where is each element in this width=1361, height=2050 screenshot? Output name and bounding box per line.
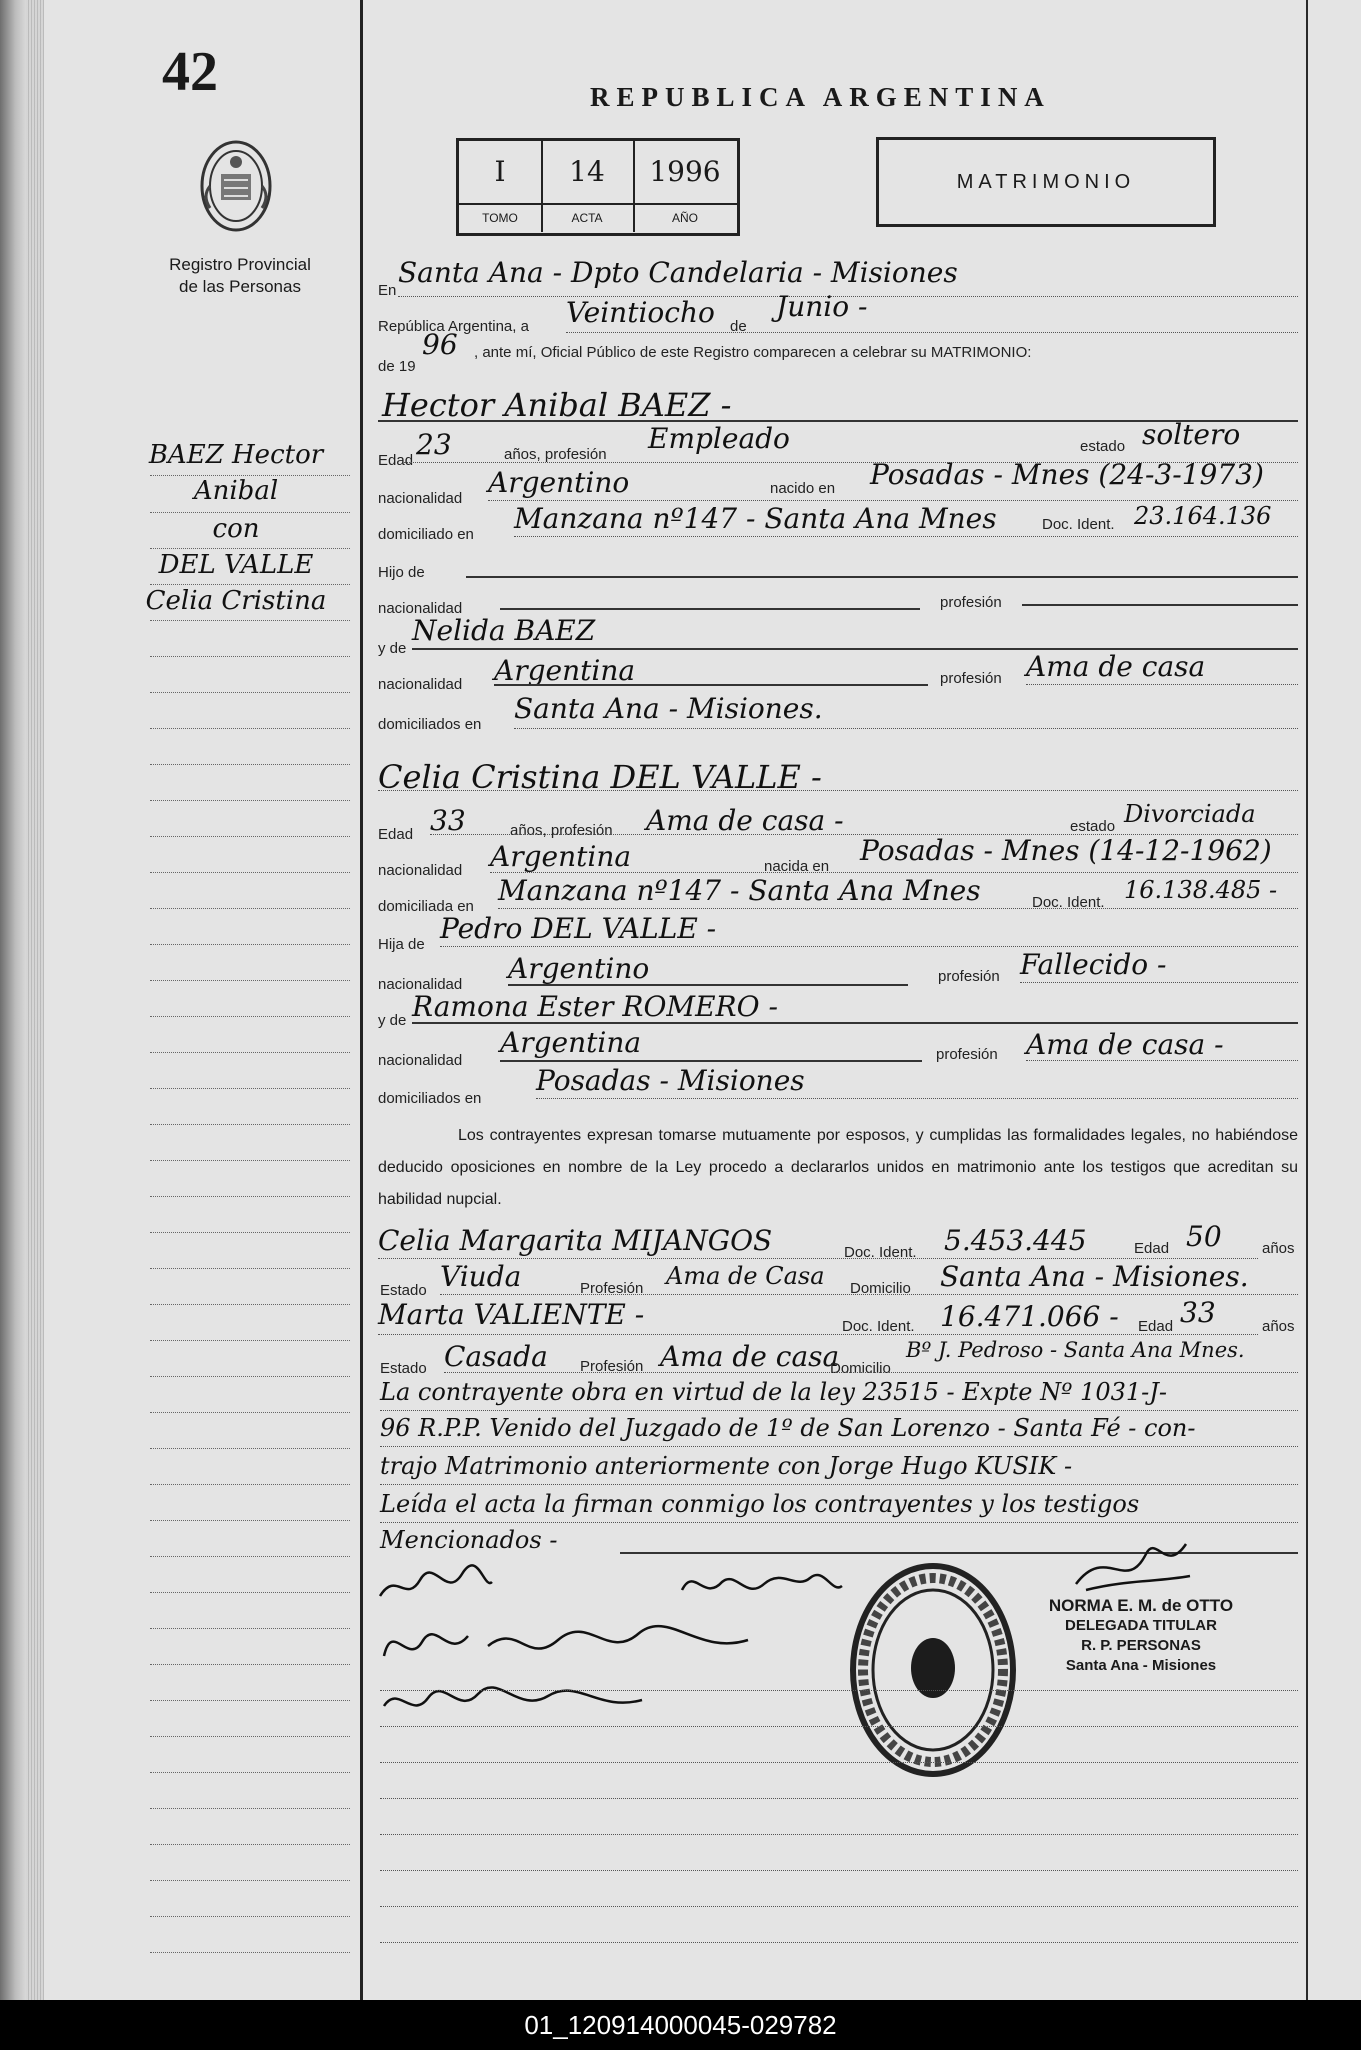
margin-rule: [150, 800, 350, 801]
place: Santa Ana - Dpto Candelaria - Misiones: [398, 256, 958, 289]
margin-note: Anibal: [193, 476, 279, 506]
margin-rule: [150, 1880, 350, 1881]
margin-rule: [150, 944, 350, 945]
bride-civil-status: Divorciada: [1124, 800, 1256, 828]
groom-parents-address: Santa Ana - Misiones.: [514, 692, 823, 725]
official-title: DELEGADA TITULAR: [1065, 1617, 1217, 1634]
ruled-line: [380, 1798, 1298, 1799]
label-nacionalidad: nacionalidad: [378, 600, 463, 617]
label-estado: Estado: [380, 1282, 427, 1299]
label-nacionalidad: nacionalidad: [378, 976, 463, 993]
official-location: Santa Ana - Misiones: [1065, 1657, 1217, 1674]
struck-line: [466, 576, 1298, 578]
label-edad: Edad: [378, 826, 414, 843]
margin-rule: [150, 1232, 350, 1233]
margin-rule: [150, 584, 350, 585]
margin-rule: [150, 1736, 350, 1737]
label-de19: de 19: [378, 358, 416, 375]
label-anios: años: [1262, 1318, 1295, 1335]
margin-rule: [150, 728, 350, 729]
margin-rule: [150, 1376, 350, 1377]
label-doc: Doc. Ident.: [1042, 516, 1115, 533]
bride-mother: Ramona Ester ROMERO -: [412, 990, 778, 1023]
fill-line: [380, 1446, 1298, 1447]
acta-label: ACTA: [541, 203, 635, 232]
witness1-civil-status: Viuda: [440, 1260, 522, 1293]
label-domiciliado: domiciliado en: [378, 526, 474, 543]
margin-rule: [150, 1412, 350, 1413]
bride-age: 33: [430, 804, 466, 837]
label-comparecen: , ante mí, Oficial Público de este Registro comparecen a celebrar su MATRIMONIO:: [474, 344, 1032, 361]
groom-mother-nationality: Argentina: [494, 654, 636, 687]
witness1-age: 50: [1186, 1220, 1222, 1253]
ruled-line: [380, 1942, 1298, 1943]
right-border: [1306, 0, 1308, 2000]
label-anios: años: [1262, 1240, 1295, 1257]
margin-rule: [150, 1268, 350, 1269]
margin-rule: [150, 656, 350, 657]
margin-rule: [150, 692, 350, 693]
acta-value: 14: [541, 141, 635, 203]
bride-parents-address: Posadas - Misiones: [536, 1064, 805, 1097]
groom-name: Hector Anibal BAEZ -: [382, 386, 732, 424]
ruled-line: [380, 1870, 1298, 1871]
margin-rule: [150, 1592, 350, 1593]
fill-line: [378, 1258, 1258, 1259]
bride-name: Celia Cristina DEL VALLE -: [378, 758, 822, 796]
label-profesion: profesión: [936, 1046, 998, 1063]
label-anios-profesion: años, profesión: [510, 822, 613, 839]
month: Junio -: [776, 290, 868, 323]
book-spine: [0, 0, 26, 2000]
label-nacido-en: nacido en: [770, 480, 836, 497]
fill-line: [440, 946, 1298, 947]
margin-rule: [150, 1664, 350, 1665]
witness2-age: 33: [1180, 1296, 1216, 1329]
groom-mother-profession: Ama de casa: [1026, 650, 1206, 683]
label-nacionalidad: nacionalidad: [378, 1052, 463, 1069]
provincial-crest-icon: [196, 136, 276, 236]
witness1-profession: Ama de Casa: [666, 1262, 825, 1290]
margin-rule: [150, 764, 350, 765]
note-line: Mencionados -: [380, 1526, 558, 1554]
groom-mother: Nelida BAEZ: [412, 614, 596, 647]
registry-line: de las Personas: [179, 277, 301, 296]
country-heading: REPUBLICA ARGENTINA: [590, 82, 1051, 112]
label-profesion: Profesión: [580, 1280, 644, 1297]
label-y-de: y de: [378, 640, 407, 657]
fill-line: [1026, 1060, 1298, 1061]
label-estado: estado: [1080, 438, 1126, 455]
witness1-address: Santa Ana - Misiones.: [940, 1260, 1249, 1293]
ruled-line: [380, 1690, 1298, 1691]
label-doc: Doc. Ident.: [842, 1318, 915, 1335]
fill-line: [440, 1294, 1298, 1295]
signature-witness2: [378, 1676, 648, 1726]
name-underline: [378, 790, 1298, 791]
margin-rule: [150, 1556, 350, 1557]
official-stamp: [1016, 1596, 1266, 1676]
label-edad: Edad: [1134, 1240, 1170, 1257]
fill-line: [514, 728, 1298, 729]
witness1-document: 5.453.445: [944, 1224, 1087, 1257]
fill-line: [566, 332, 1298, 333]
day: Veintiocho: [566, 296, 715, 329]
margin-rule: [150, 1700, 350, 1701]
margin-note: con: [212, 514, 260, 544]
margin-rule: [150, 836, 350, 837]
witness2-profession: Ama de casa: [660, 1340, 840, 1373]
signature-bride: [676, 1560, 846, 1610]
margin-rule: [150, 1772, 350, 1773]
ruled-line: [380, 1726, 1298, 1727]
label-domicilio: Domicilio: [830, 1360, 891, 1377]
groom-age: 23: [416, 428, 452, 461]
label-domicilio: Domicilio: [850, 1280, 911, 1297]
ruled-line: [380, 1834, 1298, 1835]
bride-mother-profession: Ama de casa -: [1026, 1028, 1224, 1061]
fill-line: [412, 1022, 1298, 1024]
record-type-box: MATRIMONIO: [876, 137, 1216, 227]
bride-nationality: Argentina: [490, 840, 632, 873]
label-de: de: [730, 318, 747, 335]
fill-line: [490, 872, 1298, 873]
margin-rule: [150, 620, 350, 621]
margin-note: DEL VALLE: [158, 550, 314, 580]
label-domiciliados: domiciliados en: [378, 1090, 482, 1107]
registry-name: [140, 254, 340, 298]
margin-rule: [150, 1340, 350, 1341]
groom-nationality: Argentino: [488, 466, 630, 499]
signature-witness1: [378, 1616, 758, 1676]
anio-value: 1996: [649, 155, 721, 188]
margin-rule: [150, 512, 350, 513]
fill-line: [380, 1522, 1298, 1523]
bride-father: Pedro DEL VALLE -: [440, 912, 717, 945]
margin-note: Celia Cristina: [145, 586, 327, 616]
fill-line: [378, 1334, 1258, 1335]
groom-document: 23.164.136: [1134, 502, 1272, 530]
ruled-line: [380, 1762, 1298, 1763]
note-line: La contrayente obra en virtud de la ley 23515 - Expte Nº 1031-J-: [380, 1378, 1167, 1406]
bride-birthplace: Posadas - Mnes (14-12-1962): [860, 834, 1272, 867]
label-nacionalidad: nacionalidad: [378, 862, 463, 879]
label-republica: República Argentina, a: [378, 318, 529, 335]
groom-birthplace: Posadas - Mnes (24-3-1973): [870, 458, 1264, 491]
label-profesion: profesión: [940, 670, 1002, 687]
bride-father-profession: Fallecido -: [1020, 948, 1167, 981]
fill-line: [380, 1410, 1298, 1411]
margin-rule: [150, 980, 350, 981]
witness2-address: Bº J. Pedroso - Santa Ana Mnes.: [906, 1338, 1245, 1362]
scan-identifier: 01_120914000045-029782: [0, 2000, 1361, 2050]
margin-rule: [150, 548, 350, 549]
fill-line: [488, 500, 1298, 501]
groom-civil-status: soltero: [1142, 418, 1241, 451]
registry-line: Registro Provincial: [169, 255, 311, 274]
fill-line: [494, 684, 928, 686]
bride-address: Manzana nº147 - Santa Ana Mnes: [498, 874, 981, 907]
fill-line: [500, 1060, 922, 1062]
tomo-value: I: [459, 141, 543, 203]
bride-profession: Ama de casa -: [646, 804, 844, 837]
signature-groom: [376, 1560, 496, 1610]
label-nacionalidad: nacionalidad: [378, 490, 463, 507]
label-estado: Estado: [380, 1360, 427, 1377]
margin-note: BAEZ Hector: [148, 440, 324, 470]
fill-line: [498, 908, 1298, 909]
margin-rule: [150, 1016, 350, 1017]
margin-rule: [150, 1484, 350, 1485]
label-y-de: y de: [378, 1012, 407, 1029]
witness1-name: Celia Margarita MIJANGOS: [378, 1224, 773, 1257]
struck-line: [500, 608, 920, 610]
label-en: En: [378, 282, 397, 299]
label-hijo-de: Hijo de: [378, 564, 425, 581]
label-anios-profesion: años, profesión: [504, 446, 607, 463]
witness2-document: 16.471.066 -: [940, 1300, 1119, 1333]
note-line: trajo Matrimonio anteriormente con Jorge Hugo KUSIK -: [380, 1452, 1073, 1480]
margin-rule: [150, 1160, 350, 1161]
tomo-label: TOMO: [459, 203, 543, 232]
note-line: Leída el acta la firman conmigo los contrayentes y los testigos: [380, 1490, 1140, 1518]
groom-profession: Empleado: [648, 422, 790, 455]
margin-rule: [150, 1088, 350, 1089]
bride-father-nationality: Argentino: [508, 952, 650, 985]
label-estado: estado: [1070, 818, 1116, 835]
margin-rule: [150, 1052, 350, 1053]
note-line: 96 R.P.P. Venido del Juzgado de 1º de San Lorenzo - Santa Fé - con-: [380, 1414, 1196, 1442]
label-doc: Doc. Ident.: [844, 1244, 917, 1261]
label-nacionalidad: nacionalidad: [378, 676, 463, 693]
label-domiciliada: domiciliada en: [378, 898, 474, 915]
record-number-box: [456, 138, 740, 236]
fill-line: [536, 1098, 1298, 1099]
label-profesion: profesión: [938, 968, 1000, 985]
year-suffix: 96: [422, 328, 458, 361]
label-hija-de: Hija de: [378, 936, 425, 953]
margin-rule: [150, 1808, 350, 1809]
fill-line: [514, 536, 1298, 537]
margin-rule: [150, 908, 350, 909]
page-number: 42: [162, 41, 218, 103]
official-office: R. P. PERSONAS: [1081, 1637, 1201, 1654]
witness2-name: Marta VALIENTE -: [378, 1298, 645, 1331]
official-seal-icon: [848, 1560, 1018, 1780]
bride-document: 16.138.485 -: [1124, 876, 1278, 904]
bride-mother-nationality: Argentina: [500, 1026, 642, 1059]
fill-line: [1026, 684, 1298, 685]
declaration-paragraph: Los contrayentes expresan tomarse mutuamente por esposos, y cumplidas las formalidades legales, no habiéndose deducido oposiciones en nombre de la Ley procedo a declararlos unidos en matrimonio ante los testigos que acreditan su habilidad nupcial.: [378, 1127, 1298, 1208]
fill-line: [508, 984, 908, 986]
label-nacida-en: nacida en: [764, 858, 830, 875]
margin-rule: [150, 1520, 350, 1521]
label-doc: Doc. Ident.: [1032, 894, 1105, 911]
closing-line: [620, 1552, 1298, 1554]
witness2-civil-status: Casada: [444, 1340, 548, 1373]
margin-divider: [360, 0, 363, 2000]
fill-line: [444, 1372, 1298, 1373]
margin-rule: [150, 1628, 350, 1629]
fill-line: [380, 1484, 1298, 1485]
anio-label: AÑO: [633, 203, 737, 232]
margin-rule: [150, 1196, 350, 1197]
margin-rule: [150, 1124, 350, 1125]
signature-official: [1066, 1524, 1196, 1604]
margin-rule: [150, 1304, 350, 1305]
margin-rule: [150, 475, 350, 476]
label-profesion: profesión: [940, 594, 1002, 611]
groom-address: Manzana nº147 - Santa Ana Mnes: [514, 502, 997, 535]
margin-rule: [150, 872, 350, 873]
margin-rule: [150, 1448, 350, 1449]
margin-rule: [150, 1952, 350, 1953]
struck-line: [1022, 604, 1298, 606]
margin-rule: [150, 1916, 350, 1917]
official-name: NORMA E. M. de OTTO: [1048, 1596, 1234, 1615]
label-profesion: Profesión: [580, 1358, 644, 1375]
label-edad: Edad: [1138, 1318, 1174, 1335]
margin-rule: [150, 1844, 350, 1845]
page-edges: [26, 0, 44, 2000]
ruled-line: [380, 1906, 1298, 1907]
label-edad: Edad: [378, 452, 414, 469]
fill-line: [1020, 982, 1298, 983]
label-domiciliados: domiciliados en: [378, 716, 482, 733]
